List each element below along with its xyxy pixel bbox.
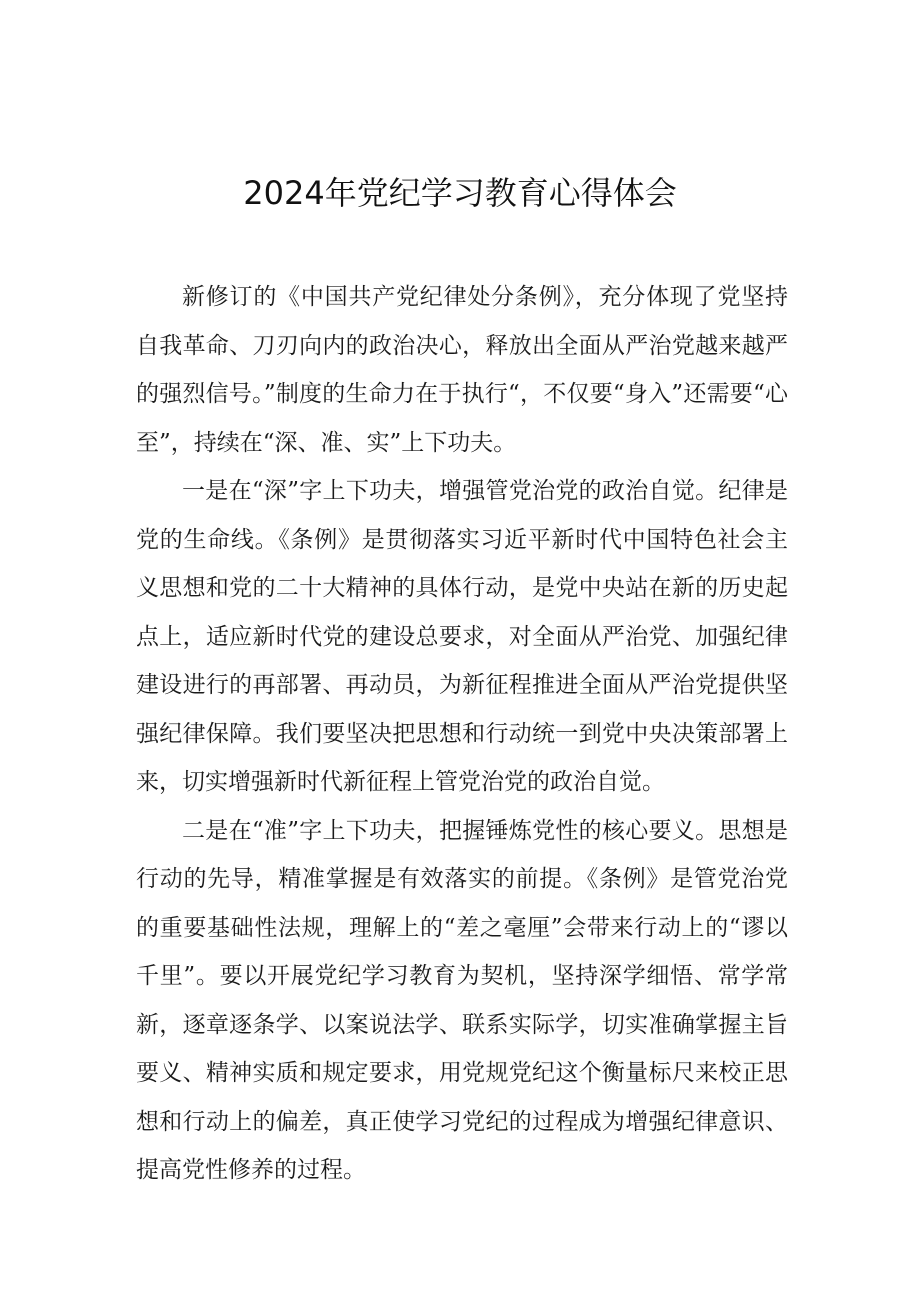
paragraph-intro: 新修订的《中国共产党纪律处分条例》，充分体现了党坚持自我革命、刀刃向内的政治决心，释放出全面从严治党越来越严的强烈信号。”制度的生命力在于执行“，不仅要“身入”还需要“心至”，持续在“深、准、实”上下功夫。 bbox=[136, 284, 788, 456]
paragraph-deep: 一是在“深”字上下功夫，增强管党治党的政治自觉。纪律是党的生命线。《条例》是贯彻落实习近平新时代中国特色社会主义思想和党的二十大精神的具体行动，是党中央站在新的历史起点上，适应新时代党的建设总要求，对全面从严治党、加强纪律建设进行的再部署、再动员，为新征程推进全面从严治党提供坚强纪律保障。我们要坚决把思想和行动统一到党中央决策部署上来，切实增强新时代新征程上管党治党的政治自觉。 bbox=[136, 478, 788, 795]
document-body bbox=[136, 273, 788, 1195]
document-title: 2024年党纪学习教育心得体会 bbox=[243, 174, 677, 212]
paragraph-accurate: 二是在“准”字上下功夫，把握锤炼党性的核心要义。思想是行动的先导，精准掌握是有效落实的前提。《条例》是管党治党的重要基础性法规，理解上的“差之毫厘”会带来行动上的“谬以千里”。要以开展党纪学习教育为契机，坚持深学细悟、常学常新，逐章逐条学、以案说法学、联系实际学，切实准确掌握主旨要义、精神实质和规定要求，用党规党纪这个衡量标尺来校正思想和行动上的偏差，真正使学习党纪的过程成为增强纪律意识、提高党性修养的过程。 bbox=[136, 817, 788, 1183]
